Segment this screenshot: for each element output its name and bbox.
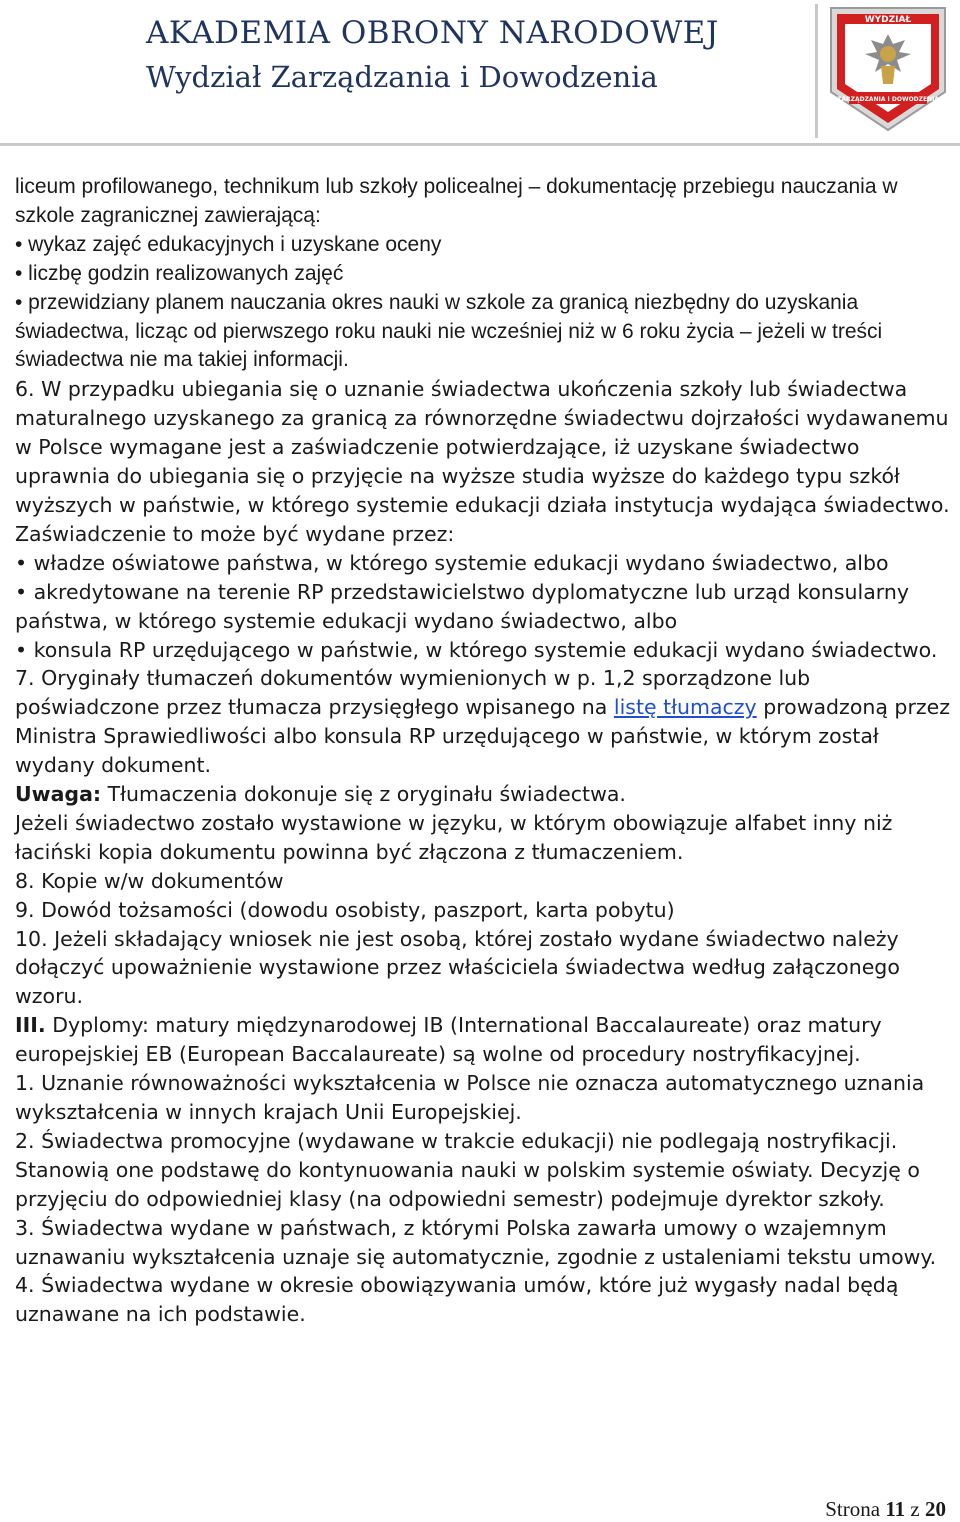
paragraph-6: 6. W przypadku ubiegania się o uznanie świadectwa ukończenia szkoły lub świadectwa maturalnego uzyskanego za granicą za równorzędne świadectwu dojrzałości wydawanemu w Polsce wymagane jest a zaświadczenie potwierdzające, iż uzyskane świadectwo uprawnia do ubiegania się o przyjęcie na wyższe studia wyższe do każdego typu szkół wyższych w państwie, w którego systemie edukacji działa instytucja wydająca świadectwo. [15,377,950,517]
header-horizontal-divider [0,143,960,146]
header-title-line1: AKADEMIA OBRONY NARODOWEJ [146,15,719,51]
bullet-item: • przewidziany planem nauczania okres nauki w szkole za granicą niezbędny do uzyskania świadectwa, licząc od pierwszego roku nauki nie wcześniej niż w 6 roku życia – jeżeli w treści świadectwa nie ma takiej informacji. [15,290,883,372]
page-header [0,0,960,150]
section-3-item-1: 1. Uznanie równoważności wykształcenia w Polsce nie oznacza automatycznego uznania wykształcenia w innych krajach Unii Europejskiej. [15,1071,925,1124]
faculty-shield-icon [827,4,949,134]
translators-list-link[interactable]: listę tłumaczy [613,695,757,720]
paragraph-7-text-start: 7. Oryginały tłumaczeń dokumentów wymienionych w p. 1,2 sporządzone lub poświadczone przez tłumacza przysięgłego wpisanego na [15,666,811,720]
current-page: 11 [885,1497,906,1521]
intro-paragraph: liceum profilowanego, technikum lub szkoły policealnej – dokumentację przebiegu nauczania w szkole zagranicznej zawierającą: [15,175,898,227]
section-3-item-4: 4. Świadectwa wydane w okresie obowiązywania umów, które już wygasły nadal będą uznawane na ich podstawie. [15,1273,899,1327]
document-body [15,173,950,1329]
section-3-label: III. [15,1013,46,1038]
section-3-item-3: 3. Świadectwa wydane w państwach, z którymi Polska zawarła umowy o wzajemnym uznawaniu wykształcenia uznaje się automatycznie, zgodnie z ustaleniami tekstu umowy. [15,1215,937,1269]
note-label: Uwaga: [15,782,102,807]
attestation-intro: Zaświadczenie to może być wydane przez: [15,521,455,546]
bullet-item: • władze oświatowe państwa, w którego systemie edukacji wydano świadectwo, albo [15,550,889,575]
faculty-logo [827,4,949,134]
page-number [825,1497,946,1522]
section-3-text: Dyplomy: matury międzynarodowej IB (International Baccalaureate) oraz matury europejskiej EB (European Baccalaureate) są wolne od procedury nostryfikacyjnej. [15,1013,882,1067]
section-3-paragraph [15,1011,950,1069]
bullet-item: • konsula RP urzędującego w państwie, w którego systemie edukacji wydano świadectwo. [15,637,938,662]
section-3-item-2: 2. Świadectwa promocyjne (wydawane w trakcie edukacji) nie podlegają nostryfikacji. Stanowią one podstawę do kontynuowania nauki w polskim systemie oświaty. Decyzję o przyjęciu do odpowiedniej klasy (na odpowiedni semestr) podejmuje dyrektor szkoły. [15,1128,920,1211]
bullet-item: • akredytowane na terenie RP przedstawicielstwo dyplomatyczne lub urząd konsularny państwa, w którego systemie edukacji wydano świadectwo, albo [15,579,909,633]
paragraph-7 [15,664,950,780]
logo-bottom-text: ZARZĄDZANIA I DOWODZENIA [836,96,940,103]
header-title [146,12,796,98]
paragraph-7-text-end: prowadzoną przez Ministra Sprawiedliwości albo konsula RP urzędującego w państwie, w którym został wydany dokument. [15,695,951,778]
header-title-line2: Wydział Zarządzania i Dowodzenia [146,60,658,94]
note-text: Tłumaczenia dokonuje się z oryginału świadectwa. [101,782,626,807]
paragraph-8: 8. Kopie w/w dokumentów [15,868,284,893]
logo-top-text: WYDZIAŁ [864,15,912,25]
alphabet-paragraph: Jeżeli świadectwo zostało wystawione w języku, w którym obowiązuje alfabet inny niż łaciński kopia dokumentu powinna być złączona z tłumaczeniem. [15,810,893,864]
page-label: Strona [825,1497,881,1521]
note-paragraph [15,780,950,809]
paragraph-10: 10. Jeżeli składający wniosek nie jest osobą, której zostało wydane świadectwo należy dołączyć upoważnienie wystawione przez właściciela świadectwa według załączonego wzoru. [15,926,900,1009]
paragraph-9: 9. Dowód tożsamości (dowodu osobisty, paszport, karta pobytu) [15,897,675,922]
bullet-item: • liczbę godzin realizowanych zajęć [15,261,344,285]
header-vertical-divider [815,4,818,138]
page-separator: z [910,1497,920,1521]
bullet-item: • wykaz zajęć edukacyjnych i uzyskane oceny [15,232,442,256]
total-pages: 20 [925,1497,946,1521]
